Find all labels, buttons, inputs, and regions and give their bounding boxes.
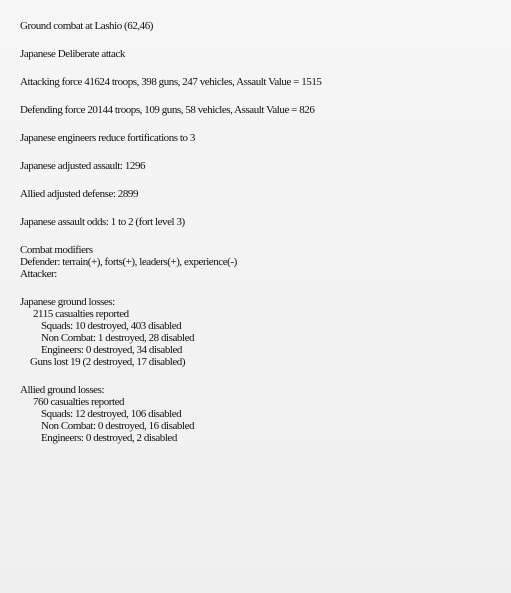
defending-force: Defending force 20144 troops, 109 guns, 58 vehicles, Assault Value = 826 [20,104,315,116]
engineers-fortification: Japanese engineers reduce fortifications to 3 [20,132,195,144]
japanese-engineers: Engineers: 0 destroyed, 34 disabled [41,344,182,356]
attack-type: Japanese Deliberate attack [20,48,125,60]
allied-squads: Squads: 12 destroyed, 106 disabled [41,408,182,420]
attacking-force: Attacking force 41624 troops, 398 guns, 247 vehicles, Assault Value = 1515 [20,76,322,88]
allied-non-combat: Non Combat: 0 destroyed, 16 disabled [41,420,195,432]
japanese-casualties: 2115 casualties reported [33,308,129,320]
allied-casualties: 760 casualties reported [33,396,125,408]
combat-modifiers-section [20,244,511,280]
adjusted-defense: Allied adjusted defense: 2899 [20,188,138,200]
assault-odds: Japanese assault odds: 1 to 2 (fort level 3) [20,216,185,228]
allied-losses-section [20,384,511,444]
allied-losses-heading: Allied ground losses: [20,384,105,396]
japanese-non-combat: Non Combat: 1 destroyed, 28 disabled [41,332,195,344]
defender-modifiers: Defender: terrain(+), forts(+), leaders(+), experience(-) [20,256,237,268]
adjusted-assault: Japanese adjusted assault: 1296 [20,160,146,172]
japanese-losses-section [20,296,511,368]
allied-engineers: Engineers: 0 destroyed, 2 disabled [41,432,177,444]
japanese-guns-lost: Guns lost 19 (2 destroyed, 17 disabled) [30,356,186,368]
report-title: Ground combat at Lashio (62,46) [20,20,153,32]
japanese-squads: Squads: 10 destroyed, 403 disabled [41,320,182,332]
japanese-losses-heading: Japanese ground losses: [20,296,115,308]
attacker-modifiers: Attacker: [20,268,57,280]
modifiers-heading: Combat modifiers [20,244,93,256]
